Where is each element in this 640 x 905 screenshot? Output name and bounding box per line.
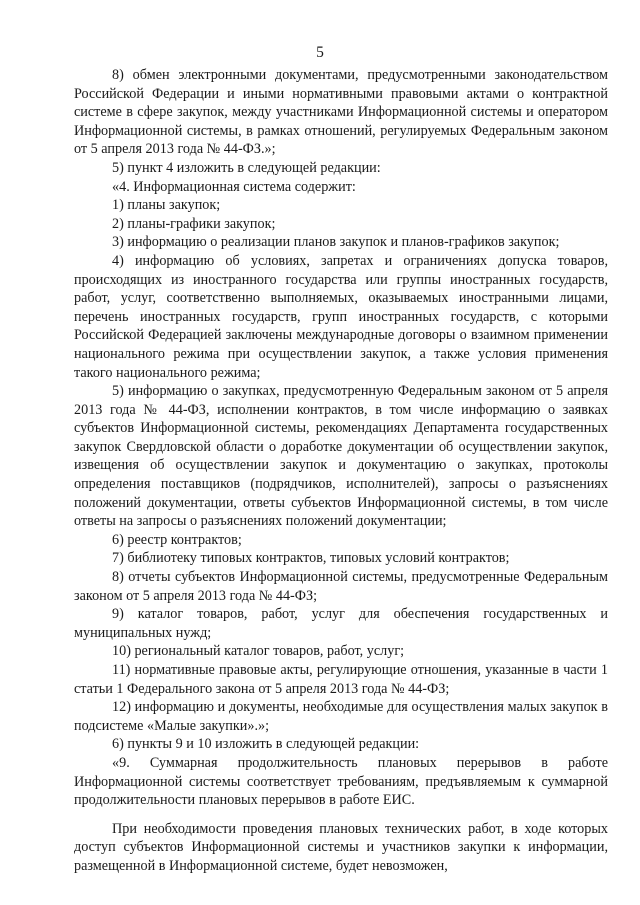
list-item-6: 6) реестр контрактов;: [112, 531, 242, 548]
paragraph-amendment-5: 5) пункт 4 изложить в следующей редакции:: [112, 159, 381, 176]
list-item-8: 8) отчеты субъектов Информационной системы, предусмотренные Федеральным законом от 5 апреля 2013 года № 44-ФЗ;: [74, 569, 608, 604]
list-item-4: 4) информацию об условиях, запретах и ограничениях допуска товаров, происходящих из иностранного государства или группы иностранных государств, работ, услуг, соответственно выполняемых, оказываемых иностранными лицами, перечень иностранных государств, групп иностранных государств, с которыми Российской Федерацией заключены международные договоры о взаимном применении национального режима при осуществлении закупок, а также условия применения такого национального режима;: [74, 252, 608, 381]
list-item-9: 9) каталог товаров, работ, услуг для обеспечения государственных и муниципальных нужд;: [74, 606, 608, 641]
paragraph-amendment-6: 6) пункты 9 и 10 изложить в следующей редакции:: [112, 736, 420, 753]
document-body: [74, 66, 608, 876]
page-number: 5: [316, 44, 324, 61]
list-item-11: 11) нормативные правовые акты, регулирующие отношения, указанные в части 1 статьи 1 Федерального закона от 5 апреля 2013 года № 44-ФЗ;: [74, 662, 608, 697]
list-item-12: 12) информацию и документы, необходимые для осуществления малых закупок в подсистеме «Малые закупки».»;: [74, 699, 608, 734]
paragraph-technical-works: При необходимости проведения плановых технических работ, в ходе которых доступ субъектов Информационной системы и участников закупки к информации, размещенной в Информационной системе, будет невозможен,: [74, 820, 608, 874]
list-item-2: 2) планы-графики закупок;: [112, 215, 276, 232]
paragraph-clause-4-heading: «4. Информационная система содержит:: [112, 178, 356, 195]
paragraph-item-8-exchange: 8) обмен электронными документами, предусмотренными законодательством Российской Федерации и иными нормативными правовыми актами о контрактной системе в сфере закупок, между участниками Информационной системы и оператором Информационной системы, в рамках отношений, регулируемых Федеральным законом от 5 апреля 2013 года № 44-ФЗ.»;: [74, 67, 608, 158]
paragraph-clause-9: «9. Суммарная продолжительность плановых перерывов в работе Информационной системы соответствует требованиям, предъявляемым к суммарной продолжительности плановых перерывов в работе ЕИС.: [74, 754, 608, 809]
list-item-1: 1) планы закупок;: [112, 197, 221, 214]
list-item-7: 7) библиотеку типовых контрактов, типовых условий контрактов;: [112, 550, 510, 567]
list-item-10: 10) региональный каталог товаров, работ, услуг;: [112, 643, 405, 660]
list-item-3: 3) информацию о реализации планов закупок и планов-графиков закупок;: [112, 234, 560, 251]
list-item-5: 5) информацию о закупках, предусмотренную Федеральным законом от 5 апреля 2013 года № 44-ФЗ, исполнении контрактов, в том числе информацию о заявках субъектов Информационной системы, рекомендациях Департамента государственных закупок Свердловской области о доработке документации об осуществлении закупок, извещения об осуществлении закупок и документацию о закупках, протоколы определения поставщиков (подрядчиков, исполнителей), запросы о разъяснениях положений документации, ответы субъектов Информационной системы, в том числе ответы на запросы о разъяснениях положений документации;: [74, 383, 608, 530]
